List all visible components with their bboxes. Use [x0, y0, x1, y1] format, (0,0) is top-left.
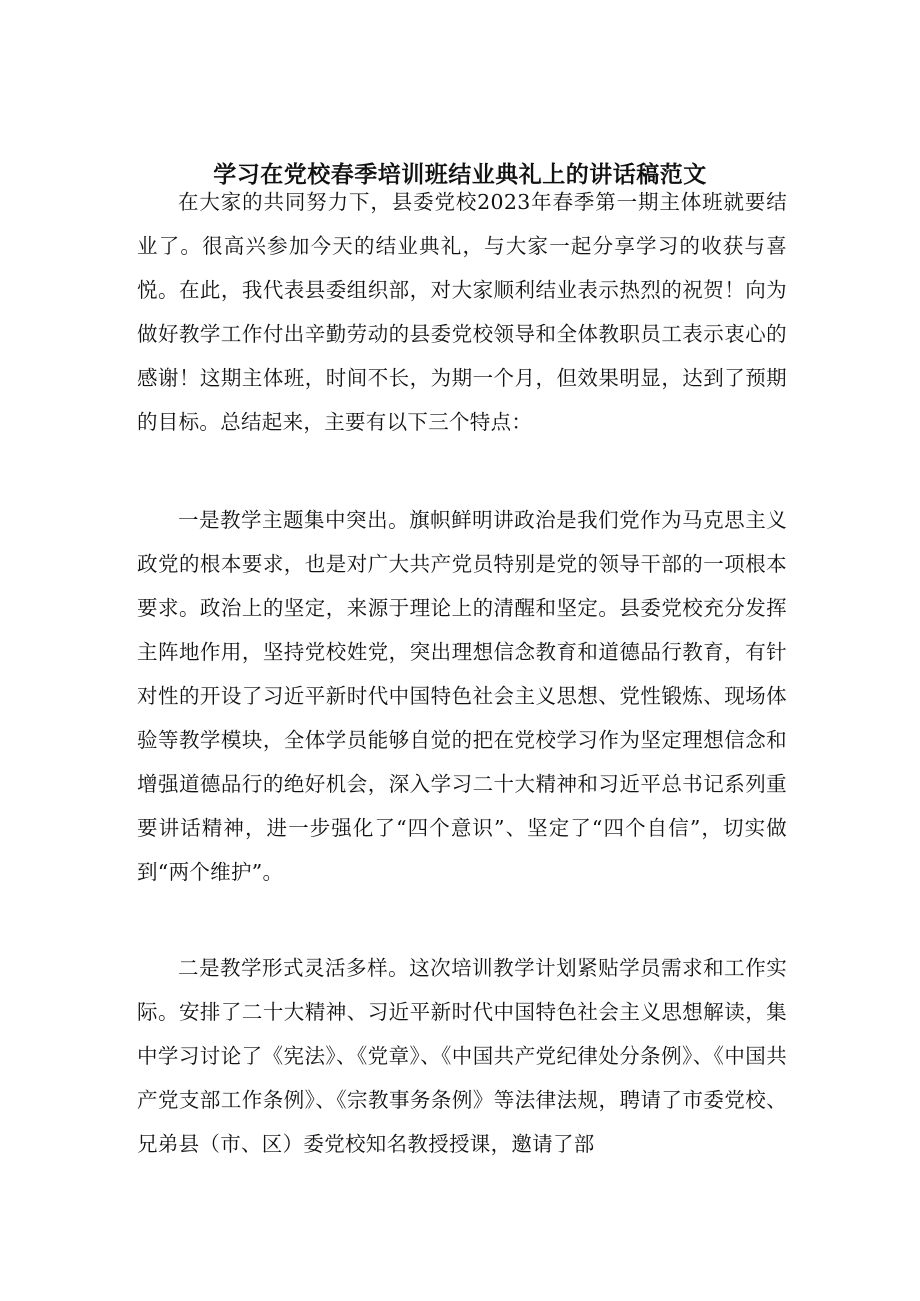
paragraph-intro: 在大家的共同努力下，县委党校2023年春季第一期主体班就要结业了。很高兴参加今天的结业典礼，与大家一起分享学习的收获与喜悦。在此，我代表县委组织部，对大家顺利结业表示热烈的祝贺！向为做好教学工作付出辛勤劳动的县委党校领导和全体教职员工表示衷心的感谢！这期主体班，时间不长，为期一个月，但效果明显，达到了预期的目标。总结起来，主要有以下三个特点： [137, 190, 787, 434]
paragraph-point-two: 二是教学形式灵活多样。这次培训教学计划紧贴学员需求和工作实际。安排了二十大精神、习近平新时代中国特色社会主义思想解读，集中学习讨论了《宪法》、《党章》、《中国共产党纪律处分条例》、《中国共产党支部工作条例》、《宗教事务条例》等法律法规，聘请了市委党校、兄弟县（市、区）委党校知名教授授课，邀请了部 [137, 956, 787, 1156]
paragraph-point-one: 一是教学主题集中突出。旗帜鲜明讲政治是我们党作为马克思主义政党的根本要求，也是对广大共产党员特别是党的领导干部的一项根本要求。政治上的坚定，来源于理论上的清醒和坚定。县委党校充分发挥主阵地作用，坚持党校姓党，突出理想信念教育和道德品行教育，有针对性的开设了习近平新时代中国特色社会主义思想、党性锻炼、现场体验等教学模块，全体学员能够自觉的把在党校学习作为坚定理想信念和增强道德品行的绝好机会，深入学习二十大精神和习近平总书记系列重要讲话精神，进一步强化了“四个意识”、坚定了“四个自信”，切实做到“两个维护”。 [137, 508, 787, 884]
document-title: 学习在党校春季培训班结业典礼上的讲话稿范文 [213, 162, 707, 189]
